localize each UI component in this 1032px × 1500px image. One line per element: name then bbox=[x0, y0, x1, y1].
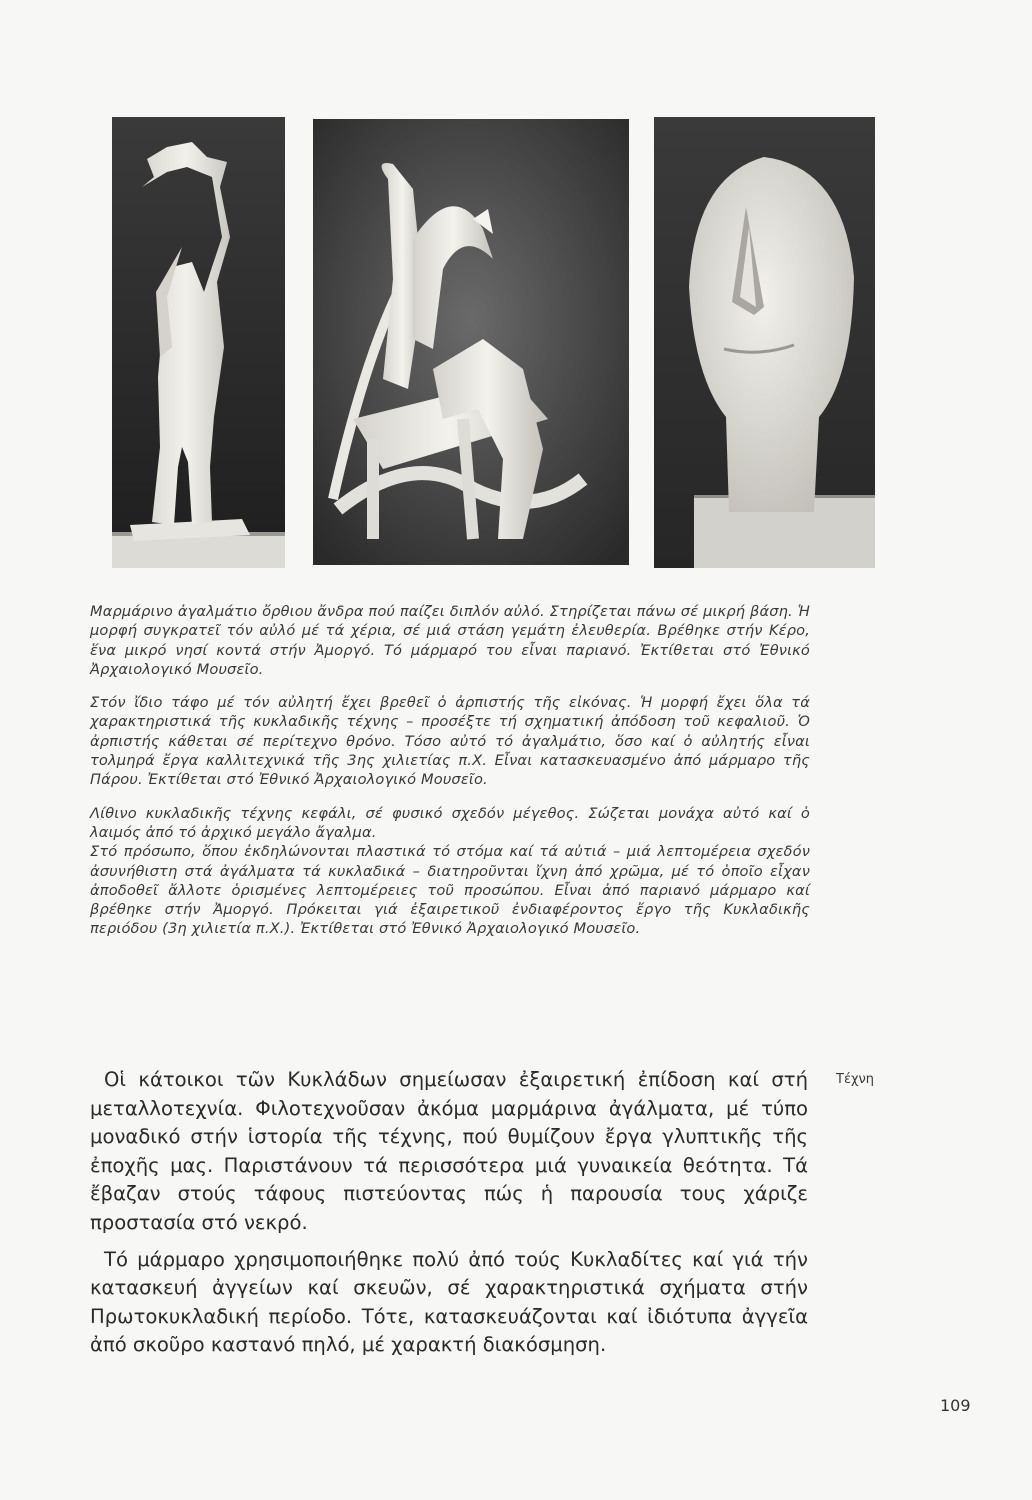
harpist-statuette-photo bbox=[313, 119, 629, 565]
caption-head-intro: Λίθινο κυκλαδικῆς τέχνης κεφάλι, σέ φυσικό σχεδόν μέγεθος. Σώζεται μονάχα αὐτό καί ὁ λαιμός ἀπό τό ἀρχικό μεγάλο ἄγαλμα. bbox=[90, 804, 810, 841]
captions-block bbox=[90, 602, 810, 953]
side-section-label: Τέχνη bbox=[836, 1072, 874, 1087]
body-paragraph-2: Τό μάρμαρο χρησιμοποιήθηκε πολύ ἀπό τούς Κυκλαδίτες καί γιά τήν κατασκευή ἀγγείων καί σκευῶν, σέ χαρακτηριστικά σχήματα στήν Πρωτοκυκλαδική περίοδο. Τότε, κατασκευάζονται καί ἰδιότυπα ἀγγεῖα ἀπό σκοῦρο καστανό πηλό, μέ χαρακτή διακόσμηση. bbox=[90, 1247, 808, 1357]
main-body-text bbox=[90, 1066, 808, 1368]
aulete-statuette-photo bbox=[112, 117, 285, 568]
caption-head-detail: Στό πρόσωπο, ὅπου ἐκδηλώνονται πλαστικά τό στόμα καί τά αὐτιά – μιά λεπτομέρεια σχεδόν ἀσυνήθιστη στά ἀγάλματα τά κυκλαδικά – διατηροῦνται ἴχνη ἀπό χρῶμα, μέ τό ὁποῖο εἶχαν ἀποδοθεῖ ἄλλοτε ὁρισμένες λεπτομέρειες τοῦ προσώπου. Εἶναι ἀπό παριανό μάρμαρο καί βρέθηκε στήν Ἀμοργό. Πρόκειται γιά ἐξαιρετικοῦ ἐνδιαφέροντος ἔργο τῆς Κυκλαδικῆς περιόδου (3η χιλιετία π.Χ.). Ἐκτίθεται στό Ἐθνικό Ἀρχαιολογικό Μουσεῖο. bbox=[90, 843, 810, 938]
cycladic-head-photo bbox=[654, 117, 875, 568]
body-paragraph-1: Οἱ κάτοικοι τῶν Κυκλάδων σημείωσαν ἐξαιρετική ἐπίδοση καί στή μεταλλοτεχνία. Φιλοτεχνοῦσαν ἀκόμα μαρμάρινα ἀγάλματα, μέ τύπο μοναδικό στήν ἱστορία τῆς τέχνης, πού θυμίζουν ἔργα γλυπτικῆς τῆς ἐποχῆς μας. Παριστάνουν τά περισσότερα μιά γυναικεία θεότητα. Τά ἔβαζαν στούς τάφους πιστεύοντας πώς ἡ παρουσία τους χάριζε προστασία στό νεκρό. bbox=[90, 1068, 808, 1234]
caption-harpist: Στόν ἴδιο τάφο μέ τόν αὐλητή ἔχει βρεθεῖ ὁ ἀρπιστής τῆς εἰκόνας. Ἡ μορφή ἔχει ὅλα τά χαρακτηριστικά τῆς κυκλαδικῆς τέχνης – προσέξτε τή σχηματική ἀπόδοση τοῦ κεφαλιοῦ. Ὁ ἀρπιστής κάθεται σέ περίτεχνο θρόνο. Τόσο αὐτό τό ἀγαλμάτιο, ὅσο καί ὁ αὐλητής εἶναι τολμηρά ἔργα καλλιτεχνικά τῆς 3ης χιλιετίας π.Χ. Εἶναι κατασκευασμένο ἀπό μάρμαρο τῆς Πάρου. Ἐκτίθεται στό Ἐθνικό Ἀρχαιολογικό Μουσεῖο. bbox=[90, 694, 810, 789]
page-number: 109 bbox=[940, 1396, 971, 1415]
caption-aulete: Μαρμάρινο ἀγαλμάτιο ὄρθιου ἄνδρα πού παίζει διπλόν αὐλό. Στηρίζεται πάνω σέ μικρή βάση. Ἡ μορφή συγκρατεῖ τόν αὐλό μέ τά χέρια, σέ μιά στάση γεμάτη ἐλευθερία. Βρέθηκε στήν Κέρο, ἕνα μικρό νησί κοντά στήν Ἀμοργό. Τό μάρμαρό του εἶναι παριανό. Ἐκτίθεται στό Ἐθνικό Ἀρχαιολογικό Μουσεῖο. bbox=[90, 603, 810, 678]
